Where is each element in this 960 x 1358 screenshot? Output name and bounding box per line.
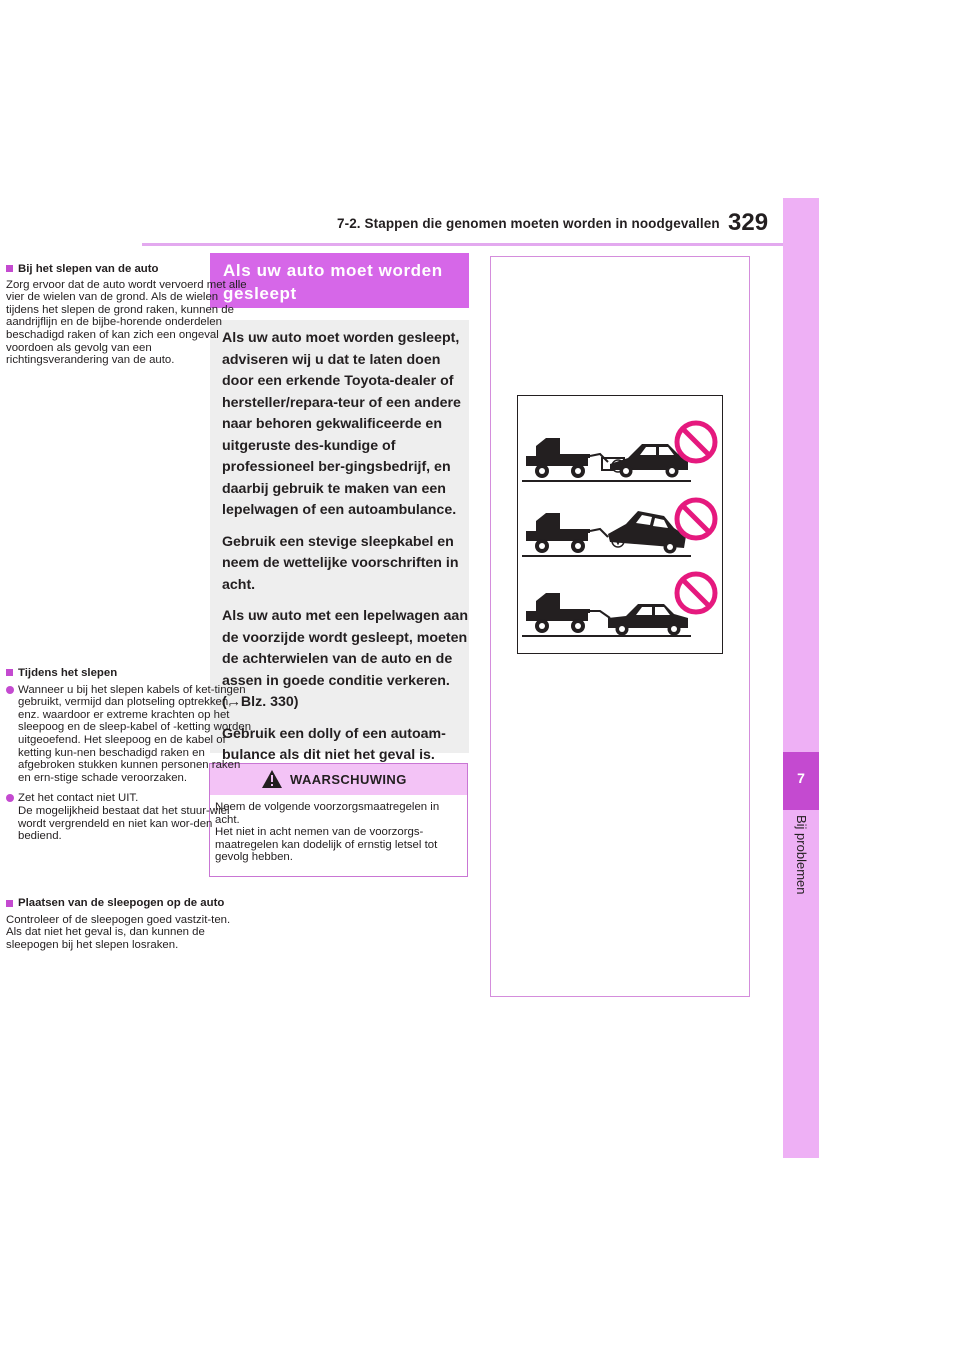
- warning-triangle-icon: [261, 769, 283, 789]
- square-bullet-icon: [6, 265, 13, 272]
- during-towing-heading: Tijdens het slepen: [6, 667, 252, 680]
- chapter-label-tab[interactable]: [783, 815, 819, 925]
- page-number: 329: [728, 209, 769, 236]
- tow-hooks-block: [6, 897, 252, 951]
- warning-line: Neem de volgende voorzorgsmaatregelen in acht.: [215, 801, 440, 826]
- towing-heading: Bij het slepen van de auto: [6, 263, 252, 276]
- tow-hooks-text: Controleer of de sleepogen goed vastzit-ten. Als dat niet het geval is, dan kunnen de sleepogen bij het slepen losraken.: [6, 913, 231, 951]
- tow-scene-3: [522, 574, 715, 636]
- intro-paragraph: Als uw auto moet worden gesleept, adviseren wij u dat te laten doen door een erkende Toyota-dealer of hersteller/repara-teur of een andere naar behoren gekwalificeerde en uitgeruste des-kundige of professioneel ber-gingsbedrijf, en daarbij gebruik te maken van een lepelwagen of een autoambulance.: [222, 330, 461, 518]
- square-bullet-icon: [6, 900, 13, 907]
- list-item-line: Zet het contact niet UIT.: [18, 792, 139, 805]
- during-towing-block: [6, 667, 252, 843]
- chapter-label: Bij problemen: [794, 815, 809, 895]
- section-title: 7-2. Stappen die genomen moeten worden in noodgevallen: [337, 216, 720, 231]
- towing-diagram: [518, 396, 722, 653]
- tow-scene-2: [522, 500, 715, 556]
- list-item-line: De mogelijkheid bestaat dat het stuur-wiel wordt vergrendeld en niet kan wor-den bediend.: [18, 804, 230, 843]
- list-item: Wanneer u bij het slepen kabels of ket-tingen gebruikt, vermijd dan plotseling optrekken, enz. waardoor er extreme krachten op het sleepoog en de sleep-kabel of -ketting worden uitgeoefend. Het sleepoog en de kabel of ketting kun-nen beschadigd raken en afgebroken stukken kunnen personen raken en ern-stige schade veroorzaken.: [6, 684, 252, 785]
- chapter-tab-strip: [783, 198, 819, 1158]
- intro-paragraph: Als uw auto met een lepelwagen aan de voorzijde wordt gesleept, moeten de achterwielen van de auto en de assen in goede conditie verkeren. (→Blz. 330): [222, 608, 468, 710]
- section-heading: Als uw auto moet worden gesleept: [223, 261, 443, 303]
- chapter-number: 7: [797, 770, 805, 786]
- towing-text: Zorg ervoor dat de auto wordt vervoerd met alle vier de wielen van de grond. Als de wielen tijdens het slepen de grond raken, kunnen de aandrijflijn en de bijbe-horende onderdelen beschadigd raken of kan zich een ongeval voordoen als gevolg van een richtingsverandering van de auto.: [6, 278, 247, 367]
- tow-hooks-heading: Plaatsen van de sleepogen op de auto: [6, 897, 252, 910]
- towing-block: [6, 263, 252, 367]
- intro-paragraph: Gebruik een dolly of een autoam-bulance als dit niet het geval is.: [222, 725, 446, 763]
- tow-scene-1: [522, 423, 715, 481]
- warning-title: WAARSCHUWING: [290, 772, 407, 787]
- list-item: [6, 792, 252, 842]
- intro-paragraph: Gebruik een stevige sleepkabel en neem de wettelijke voorschriften in acht.: [222, 533, 459, 593]
- header-divider: [142, 243, 784, 246]
- towing-illustration: [517, 395, 723, 654]
- square-bullet-icon: [6, 669, 13, 676]
- chapter-number-tab[interactable]: [783, 752, 819, 810]
- warning-text: [215, 801, 465, 864]
- warning-line: Het niet in acht nemen van de voorzorgs-maatregelen kan dodelijk of ernstig letsel tot gevolg hebben.: [215, 826, 438, 864]
